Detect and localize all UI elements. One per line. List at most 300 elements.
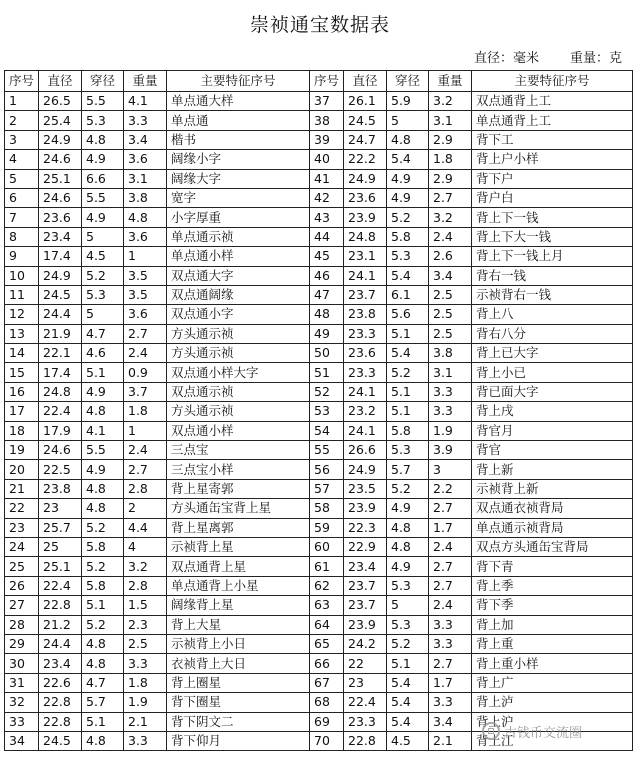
table-cell: 5.1: [387, 382, 429, 401]
table-cell: 1.8: [429, 150, 472, 169]
table-cell: 4.8: [82, 479, 124, 498]
table-cell: 5.4: [387, 673, 429, 692]
table-cell: 背上圈星: [167, 673, 310, 692]
table-cell: 4.8: [124, 208, 167, 227]
table-cell: 68: [310, 693, 344, 712]
table-cell: 背上广: [472, 673, 633, 692]
table-cell: 24.5: [39, 285, 82, 304]
table-row: [5, 266, 633, 285]
table-cell: 3.3: [429, 382, 472, 401]
table-cell: 24.5: [344, 111, 387, 130]
table-cell: 背上下大一钱: [472, 227, 633, 246]
table-cell: 23.6: [39, 208, 82, 227]
table-cell: 2.5: [429, 285, 472, 304]
table-row: [5, 518, 633, 537]
table-cell: 背官月: [472, 421, 633, 440]
table-cell: 方头通缶宝背上星: [167, 499, 310, 518]
table-cell: 3.2: [124, 557, 167, 576]
table-cell: 背上新: [472, 460, 633, 479]
table-cell: 3.8: [124, 188, 167, 207]
table-cell: 37: [310, 92, 344, 111]
table-cell: 3.1: [429, 363, 472, 382]
table-cell: 背上户小样: [472, 150, 633, 169]
table-cell: 2.5: [124, 634, 167, 653]
table-row: [5, 363, 633, 382]
table-cell: 示祯背上新: [472, 479, 633, 498]
table-cell: 23.4: [39, 654, 82, 673]
table-cell: 24.4: [39, 305, 82, 324]
table-cell: 53: [310, 402, 344, 421]
table-cell: 2.7: [429, 557, 472, 576]
table-cell: 楷书: [167, 130, 310, 149]
table-cell: 49: [310, 324, 344, 343]
table-cell: 23.8: [39, 479, 82, 498]
table-cell: 4.8: [387, 518, 429, 537]
table-cell: 22.8: [39, 712, 82, 731]
table-cell: 5.3: [82, 285, 124, 304]
table-cell: 3.6: [124, 305, 167, 324]
table-cell: 16: [5, 382, 39, 401]
table-cell: 20: [5, 460, 39, 479]
table-cell: 5.1: [82, 363, 124, 382]
table-cell: 背下工: [472, 130, 633, 149]
table-cell: 背上江: [472, 731, 633, 750]
table-cell: 背下仰月: [167, 731, 310, 750]
table-cell: 1.9: [429, 421, 472, 440]
table-cell: 15: [5, 363, 39, 382]
table-cell: 21: [5, 479, 39, 498]
table-cell: 24.1: [344, 421, 387, 440]
table-cell: 4.8: [82, 634, 124, 653]
table-title: 崇祯通宝数据表: [249, 14, 390, 36]
table-cell: 30: [5, 654, 39, 673]
table-cell: 背上星寄郭: [167, 479, 310, 498]
table-cell: 9: [5, 247, 39, 266]
table-cell: 单点通示祯背局: [472, 518, 633, 537]
table-cell: 三点宝小样: [167, 460, 310, 479]
table-header-row: [5, 71, 633, 92]
table-cell: 3.3: [124, 111, 167, 130]
table-cell: 22.1: [39, 344, 82, 363]
table-cell: 4.8: [387, 130, 429, 149]
table-cell: 5.8: [387, 227, 429, 246]
table-cell: 55: [310, 441, 344, 460]
table-cell: 双点通小样大字: [167, 363, 310, 382]
table-cell: 21.9: [39, 324, 82, 343]
table-cell: 2.4: [124, 344, 167, 363]
table-cell: 2.8: [124, 479, 167, 498]
table-cell: 2.8: [124, 576, 167, 595]
table-cell: 26: [5, 576, 39, 595]
table-cell: 4.9: [82, 208, 124, 227]
table-cell: 单点通示祯: [167, 227, 310, 246]
table-cell: 2.4: [429, 596, 472, 615]
table-cell: 单点通小样: [167, 247, 310, 266]
table-cell: 双点通阔缘: [167, 285, 310, 304]
table-cell: 22.9: [344, 537, 387, 556]
table-cell: 单点通背上小星: [167, 576, 310, 595]
table-cell: 背下户: [472, 169, 633, 188]
table-cell: 5.8: [387, 421, 429, 440]
table-cell: 33: [5, 712, 39, 731]
table-cell: 10: [5, 266, 39, 285]
table-cell: 背下阴文二: [167, 712, 310, 731]
table-cell: 25.1: [39, 169, 82, 188]
table-cell: 2.9: [429, 130, 472, 149]
table-cell: 5.9: [387, 92, 429, 111]
table-cell: 24.6: [39, 188, 82, 207]
table-cell: 24.4: [39, 634, 82, 653]
table-cell: 4.7: [82, 673, 124, 692]
table-cell: 5.2: [82, 266, 124, 285]
table-cell: 背上大星: [167, 615, 310, 634]
table-cell: 7: [5, 208, 39, 227]
table-cell: 22.2: [344, 150, 387, 169]
table-cell: 4.4: [124, 518, 167, 537]
table-cell: 2.4: [124, 441, 167, 460]
table-cell: 24.1: [344, 382, 387, 401]
table-cell: 小字厚重: [167, 208, 310, 227]
table-row: [5, 285, 633, 304]
table-cell: 5.2: [387, 208, 429, 227]
table-cell: 1.8: [124, 673, 167, 692]
table-cell: 4.9: [387, 499, 429, 518]
table-cell: 2.4: [429, 227, 472, 246]
table-cell: 38: [310, 111, 344, 130]
table-cell: 5: [387, 111, 429, 130]
table-cell: 2.5: [429, 324, 472, 343]
table-cell: 3.1: [124, 169, 167, 188]
table-cell: 4.5: [82, 247, 124, 266]
table-cell: 56: [310, 460, 344, 479]
table-cell: 5.3: [387, 247, 429, 266]
table-cell: 2.2: [429, 479, 472, 498]
table-cell: 47: [310, 285, 344, 304]
table-cell: 24.6: [39, 150, 82, 169]
table-cell: 3.6: [124, 227, 167, 246]
table-cell: 单点通: [167, 111, 310, 130]
table-cell: 23.1: [344, 247, 387, 266]
table-cell: 5.1: [387, 654, 429, 673]
table-cell: 3: [429, 460, 472, 479]
coin-data-table: [4, 70, 633, 751]
table-cell: 阔缘小字: [167, 150, 310, 169]
table-cell: 1: [5, 92, 39, 111]
table-cell: 双点方头通缶宝背局: [472, 537, 633, 556]
table-cell: 1.8: [124, 402, 167, 421]
column-header: 直径: [39, 71, 82, 92]
table-cell: 25.4: [39, 111, 82, 130]
table-cell: 26.6: [344, 441, 387, 460]
table-cell: 2.6: [429, 247, 472, 266]
table-cell: 5.7: [82, 693, 124, 712]
table-row: [5, 499, 633, 518]
table-cell: 17: [5, 402, 39, 421]
table-cell: 背上重: [472, 634, 633, 653]
table-cell: 0.9: [124, 363, 167, 382]
table-cell: 4.1: [82, 421, 124, 440]
table-cell: 5.5: [82, 441, 124, 460]
table-cell: 14: [5, 344, 39, 363]
table-cell: 4.9: [82, 460, 124, 479]
table-cell: 背上戌: [472, 402, 633, 421]
table-cell: 5.7: [387, 460, 429, 479]
table-cell: 2.1: [429, 731, 472, 750]
table-cell: 宽字: [167, 188, 310, 207]
table-row: [5, 576, 633, 595]
table-cell: 40: [310, 150, 344, 169]
table-cell: 23.9: [344, 615, 387, 634]
table-cell: 24.8: [39, 382, 82, 401]
column-header: 直径: [344, 71, 387, 92]
table-cell: 44: [310, 227, 344, 246]
table-cell: 63: [310, 596, 344, 615]
table-cell: 61: [310, 557, 344, 576]
table-cell: 1.7: [429, 518, 472, 537]
table-row: [5, 169, 633, 188]
table-cell: 3: [5, 130, 39, 149]
table-row: [5, 111, 633, 130]
table-cell: 23.6: [344, 344, 387, 363]
table-row: [5, 188, 633, 207]
column-header: 穿径: [387, 71, 429, 92]
table-cell: 41: [310, 169, 344, 188]
table-cell: 22.3: [344, 518, 387, 537]
table-cell: 52: [310, 382, 344, 401]
table-cell: 3.3: [124, 731, 167, 750]
table-cell: 2.7: [429, 188, 472, 207]
table-row: [5, 673, 633, 692]
diameter-unit-label: 直径：毫米: [474, 51, 540, 66]
table-cell: 5: [82, 305, 124, 324]
column-header: 主要特征序号: [472, 71, 633, 92]
weight-unit-label: 重量：克: [570, 51, 623, 66]
table-row: [5, 402, 633, 421]
table-cell: 2.7: [429, 576, 472, 595]
table-cell: 3.9: [429, 441, 472, 460]
table-cell: 背上沪: [472, 712, 633, 731]
table-cell: 50: [310, 344, 344, 363]
table-cell: 11: [5, 285, 39, 304]
table-cell: 24.9: [344, 169, 387, 188]
table-row: [5, 92, 633, 111]
table-cell: 5.4: [387, 693, 429, 712]
table-cell: 示祯背右一钱: [472, 285, 633, 304]
table-cell: 3.2: [429, 208, 472, 227]
table-cell: 25.7: [39, 518, 82, 537]
table-cell: 23.5: [344, 479, 387, 498]
table-cell: 单点通大样: [167, 92, 310, 111]
table-cell: 5.4: [387, 266, 429, 285]
table-cell: 阔缘背上星: [167, 596, 310, 615]
table-cell: 背上下一钱: [472, 208, 633, 227]
table-cell: 2.4: [429, 537, 472, 556]
table-cell: 方头通示祯: [167, 344, 310, 363]
table-row: [5, 441, 633, 460]
table-cell: 4.9: [82, 382, 124, 401]
table-cell: 23.3: [344, 712, 387, 731]
table-cell: 背户白: [472, 188, 633, 207]
table-cell: 2.3: [124, 615, 167, 634]
table-row: [5, 654, 633, 673]
table-cell: 4.8: [387, 537, 429, 556]
table-cell: 23.8: [344, 305, 387, 324]
table-cell: 21.2: [39, 615, 82, 634]
column-header: 穿径: [82, 71, 124, 92]
table-cell: 2.5: [429, 305, 472, 324]
table-cell: 双点通背上星: [167, 557, 310, 576]
table-row: [5, 382, 633, 401]
table-cell: 5.8: [82, 537, 124, 556]
table-cell: 22.5: [39, 460, 82, 479]
table-cell: 23.7: [344, 596, 387, 615]
table-cell: 2.7: [124, 460, 167, 479]
table-cell: 5.4: [387, 712, 429, 731]
table-cell: 22.4: [39, 576, 82, 595]
table-cell: 59: [310, 518, 344, 537]
table-cell: 51: [310, 363, 344, 382]
table-cell: 5.4: [387, 150, 429, 169]
table-cell: 22.8: [344, 731, 387, 750]
table-cell: 4.6: [82, 344, 124, 363]
table-cell: 3.3: [429, 402, 472, 421]
table-cell: 2.7: [429, 654, 472, 673]
table-cell: 23.7: [344, 576, 387, 595]
table-row: [5, 557, 633, 576]
table-cell: 31: [5, 673, 39, 692]
table-cell: 3.2: [429, 92, 472, 111]
table-cell: 69: [310, 712, 344, 731]
table-cell: 12: [5, 305, 39, 324]
table-cell: 17.4: [39, 363, 82, 382]
table-cell: 66: [310, 654, 344, 673]
table-cell: 27: [5, 596, 39, 615]
table-cell: 4.9: [387, 557, 429, 576]
table-cell: 2.9: [429, 169, 472, 188]
table-cell: 背右一钱: [472, 266, 633, 285]
table-row: [5, 324, 633, 343]
table-cell: 24.9: [344, 460, 387, 479]
table-cell: 24.6: [39, 441, 82, 460]
table-cell: 29: [5, 634, 39, 653]
table-cell: 背上已大字: [472, 344, 633, 363]
table-cell: 23.3: [344, 363, 387, 382]
table-cell: 5.6: [387, 305, 429, 324]
table-cell: 6.1: [387, 285, 429, 304]
table-cell: 65: [310, 634, 344, 653]
table-cell: 2.7: [124, 324, 167, 343]
table-cell: 4.9: [387, 188, 429, 207]
table-cell: 1.7: [429, 673, 472, 692]
table-cell: 67: [310, 673, 344, 692]
table-cell: 62: [310, 576, 344, 595]
column-header: 主要特征序号: [167, 71, 310, 92]
table-cell: 5.1: [82, 712, 124, 731]
table-cell: 22.8: [39, 693, 82, 712]
table-cell: 背右八分: [472, 324, 633, 343]
table-cell: 5.8: [82, 576, 124, 595]
table-cell: 背上泸: [472, 693, 633, 712]
table-cell: 17.9: [39, 421, 82, 440]
table-cell: 3.5: [124, 285, 167, 304]
table-cell: 22.6: [39, 673, 82, 692]
table-cell: 19: [5, 441, 39, 460]
table-cell: 1: [124, 247, 167, 266]
table-cell: 23.7: [344, 285, 387, 304]
table-cell: 4: [124, 537, 167, 556]
table-cell: 4.1: [124, 92, 167, 111]
table-cell: 5: [387, 596, 429, 615]
table-cell: 背上季: [472, 576, 633, 595]
table-cell: 23: [344, 673, 387, 692]
table-row: [5, 596, 633, 615]
table-cell: 22.4: [39, 402, 82, 421]
watermark: [482, 720, 632, 742]
table-cell: 25: [5, 557, 39, 576]
table-cell: 5: [82, 227, 124, 246]
table-cell: 24.9: [39, 266, 82, 285]
table-cell: 2: [124, 499, 167, 518]
table-cell: 24.7: [344, 130, 387, 149]
table-cell: 60: [310, 537, 344, 556]
table-row: [5, 227, 633, 246]
table-row: [5, 247, 633, 266]
table-cell: 3.3: [429, 693, 472, 712]
watermark-text: 古钱币交流圈: [504, 725, 583, 741]
table-cell: 5.1: [387, 402, 429, 421]
table-cell: 22.8: [39, 596, 82, 615]
table-cell: 23: [5, 518, 39, 537]
table-cell: 双点通衣祯背局: [472, 499, 633, 518]
table-cell: 背下青: [472, 557, 633, 576]
table-cell: 4: [5, 150, 39, 169]
table-row: [5, 208, 633, 227]
table-cell: 3.5: [124, 266, 167, 285]
table-cell: 5.2: [387, 634, 429, 653]
column-header: 序号: [5, 71, 39, 92]
table-cell: 5.2: [387, 479, 429, 498]
table-cell: 23: [39, 499, 82, 518]
table-cell: 1.5: [124, 596, 167, 615]
table-cell: 5.3: [387, 441, 429, 460]
table-row: [5, 634, 633, 653]
table-row: [5, 460, 633, 479]
table-cell: 23.2: [344, 402, 387, 421]
table-cell: 示祯背上星: [167, 537, 310, 556]
table-cell: 5.3: [82, 111, 124, 130]
table-cell: 4.8: [82, 499, 124, 518]
table-cell: 6: [5, 188, 39, 207]
table-cell: 5.2: [387, 363, 429, 382]
table-cell: 24.1: [344, 266, 387, 285]
table-cell: 5.2: [82, 518, 124, 537]
table-cell: 5.1: [387, 324, 429, 343]
table-cell: 42: [310, 188, 344, 207]
table-row: [5, 615, 633, 634]
table-cell: 46: [310, 266, 344, 285]
table-cell: 23.3: [344, 324, 387, 343]
table-cell: 背下圈星: [167, 693, 310, 712]
table-row: [5, 421, 633, 440]
table-cell: 双点通小字: [167, 305, 310, 324]
table-cell: 4.7: [82, 324, 124, 343]
table-cell: 6.6: [82, 169, 124, 188]
table-cell: 双点通示祯: [167, 382, 310, 401]
table-cell: 5.3: [387, 615, 429, 634]
table-cell: 3.3: [429, 615, 472, 634]
table-cell: 3.3: [429, 634, 472, 653]
table-row: [5, 305, 633, 324]
